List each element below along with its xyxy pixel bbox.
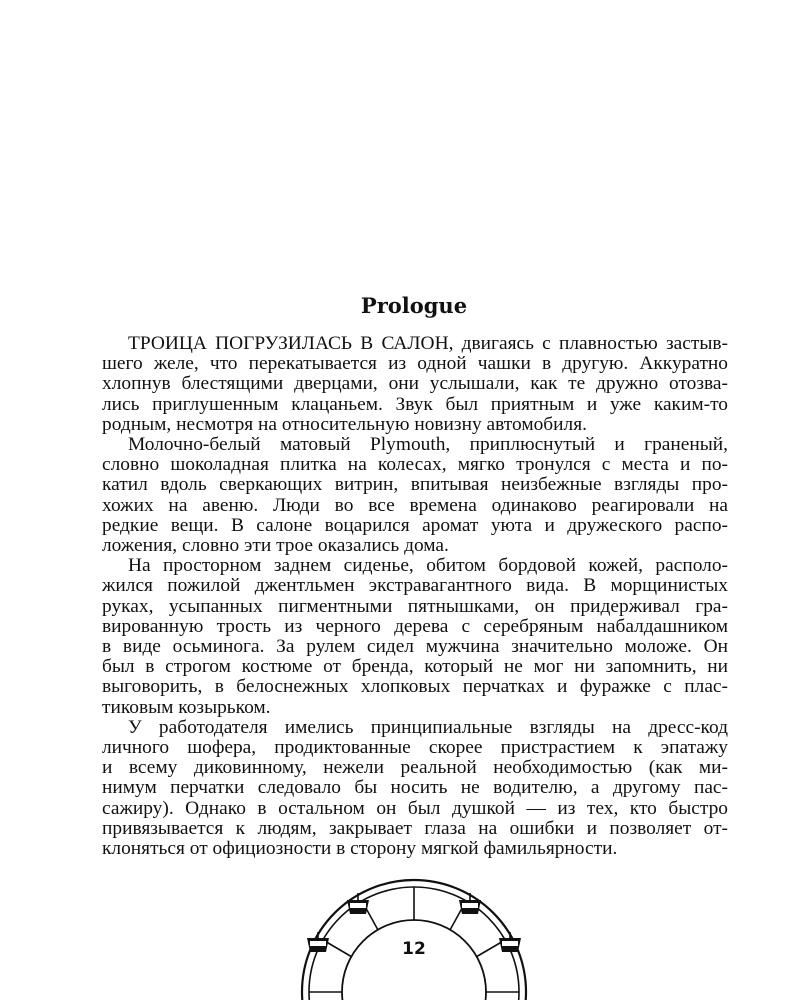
text-line: лись приглушенным клацаньем. Звук был приятным и уже каким-то xyxy=(102,393,728,415)
paragraph-4 xyxy=(102,718,728,859)
text-line: привязывается к людям, закрывает глаза на ошибки и позволяет от- xyxy=(102,817,728,839)
text-line: клоняться от официозности в сторону мягкой фамильярности. xyxy=(102,838,618,860)
gondola-icon xyxy=(347,893,369,914)
text-line: хлопнув блестящими дверцами, они услышали, как те дружно отозва- xyxy=(102,373,728,395)
text-line: руках, усыпанных пигментными пятнышками, он придерживал гра- xyxy=(102,595,728,617)
text-line: редкие вещи. В салоне воцарился аромат уюта и дружеского распо- xyxy=(102,514,728,536)
text-line: хожих на авеню. Люди во все времена одинаково реагировали на xyxy=(102,494,728,516)
text-line: выговорить, в белоснежных хлопковых перчатках и фуражке с плас- xyxy=(102,676,728,698)
text-line: словно шоколадная плитка на колесах, мягко тронулся с места и по- xyxy=(102,454,728,476)
text-line: На просторном заднем сиденье, обитом бордовой кожей, располо- xyxy=(128,555,728,577)
text-line: сажиру). Однако в остальном он был душкой — из тех, кто быстро xyxy=(102,797,728,819)
text-line: жился пожилой джентльмен экстравагантного вида. В морщинистых xyxy=(102,575,728,597)
chapter-title: Prologue xyxy=(360,293,468,318)
text-line: и всему диковинному, нежели реальной необходимостью (как ми- xyxy=(102,757,728,779)
text-line: нимум перчатки следовало бы носить не водителю, а другому пас- xyxy=(102,777,728,799)
chapter-body xyxy=(102,334,728,859)
paragraph-1 xyxy=(102,334,728,435)
text-line: ТРОИЦА ПОГРУЗИЛАСЬ В САЛОН, двигаясь с плавностью застыв- xyxy=(128,333,728,354)
text-line: катил вдоль сверкающих витрин, впитывая неизбежные взгляды про- xyxy=(102,474,728,496)
text-line: вированную трость из черного дерева с серебряным набалдашником xyxy=(102,615,728,637)
ferris-wheel-ornament xyxy=(298,862,530,1000)
paragraph-3 xyxy=(102,556,728,718)
text-line: ложения, словно эти трое оказались дома. xyxy=(102,535,449,557)
text-line: в виде осьминога. За рулем сидел мужчина значительно моложе. Он xyxy=(102,636,728,658)
text-line: был в строгом костюме от бренда, который не мог ни запомнить, ни xyxy=(102,656,728,678)
gondola-icon xyxy=(459,893,481,914)
text-line: личного шофера, продиктованные скорее пристрастием к эпатажу xyxy=(102,737,728,759)
text-line: У работодателя имелись принципиальные взгляды на дресс-код xyxy=(128,716,728,738)
page-number: 12 xyxy=(402,939,426,959)
text-line: родным, несмотря на относительную новизну автомобиля. xyxy=(102,413,587,435)
paragraph-2 xyxy=(102,435,728,556)
text-line: Молочно-белый матовый Plymouth, приплюснутый и граненый, xyxy=(128,434,728,456)
text-line: тиковым козырьком. xyxy=(102,696,271,718)
text-line: шего желе, что перекатывается из одной чашки в другую. Аккуратно xyxy=(102,353,728,375)
